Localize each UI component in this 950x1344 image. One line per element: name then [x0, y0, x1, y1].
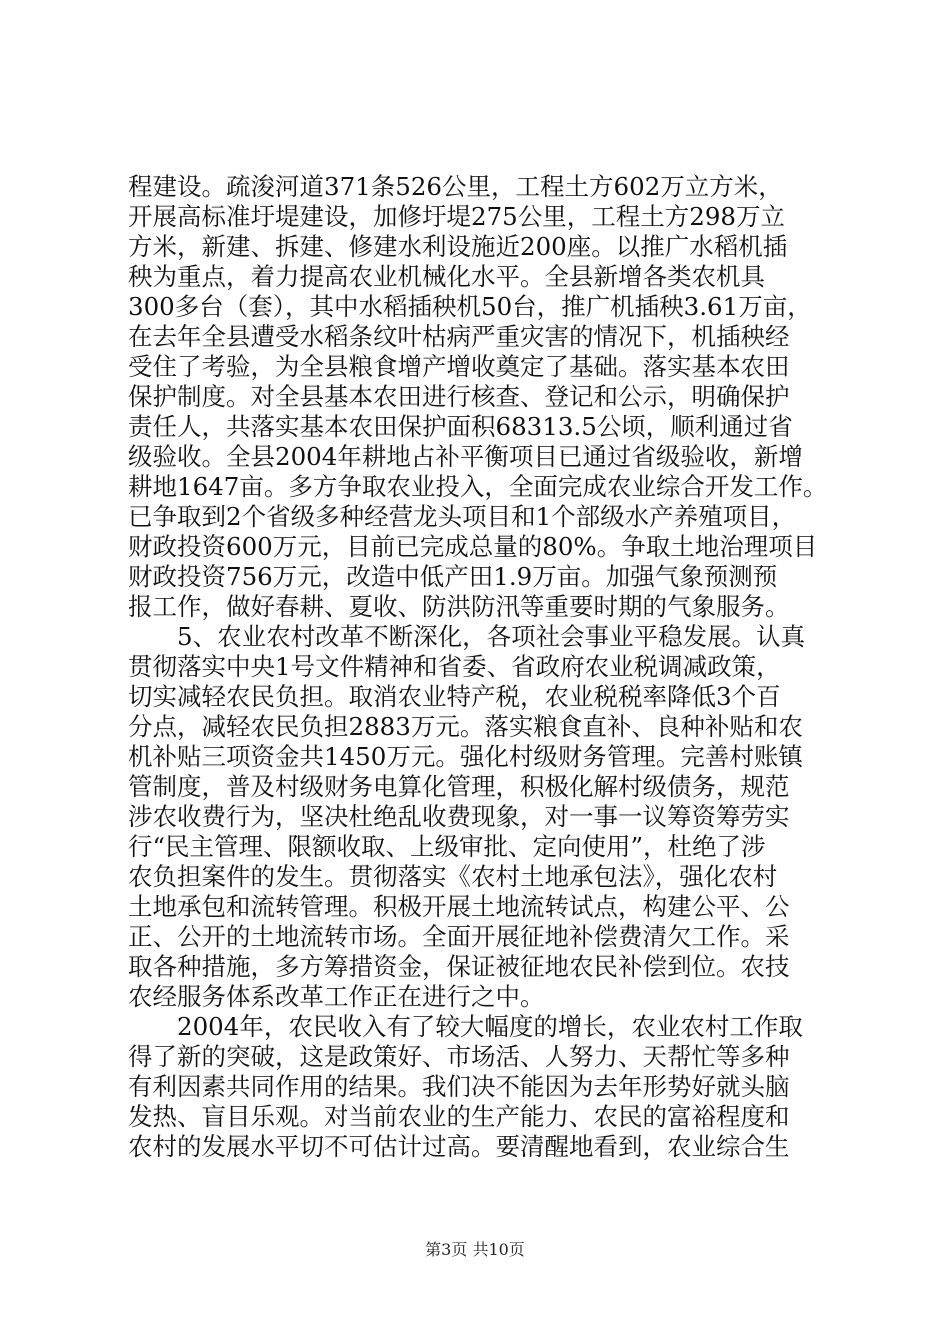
text-line: 分点，减轻农民负担2883万元。落实粮食直补、良种补贴和农	[128, 712, 803, 741]
text-line: 贯彻落实中央1号文件精神和省委、省政府农业税调减政策，	[128, 652, 781, 681]
text-line: 方米，新建、拆建、修建水利设施近200座。以推广水稻机插	[128, 232, 788, 261]
text-line: 报工作，做好春耕、夏收、防洪防汛等重要时期的气象服务。	[128, 592, 790, 621]
page-footer: 第3页 共10页	[425, 1240, 525, 1259]
text-line: 责任人，共落实基本农田保护面积68313.5公顷，顺利通过省	[128, 412, 793, 441]
text-line: 农负担案件的发生。贯彻落实《农村土地承包法》，强化农村	[128, 862, 778, 891]
text-line: 正、公开的土地流转市场。全面开展征地补偿费清欠工作。采	[128, 922, 790, 951]
text-line: 秧为重点，着力提高农业机械化水平。全县新增各类农机具	[128, 262, 765, 291]
text-line: 2004年，农民收入有了较大幅度的增长，农业农村工作取	[128, 1012, 803, 1041]
text-line: 5、农业农村改革不断深化，各项社会事业平稳发展。认真	[128, 622, 806, 651]
text-line: 300多台（套），其中水稻插秧机50台，推广机插秧3.61万亩，	[128, 292, 812, 321]
text-line: 已争取到2个省级多种经营龙头项目和1个部级水产养殖项目，	[128, 502, 797, 531]
text-line: 机补贴三项资金共1450万元。强化村级财务管理。完善村账镇	[128, 742, 803, 771]
text-line: 管制度，普及村级财务电算化管理，积极化解村级债务，规范	[128, 772, 790, 801]
text-line: 农村的发展水平切不可估计过高。要清醒地看到，农业综合生	[128, 1132, 790, 1161]
text-line: 农经服务体系改革工作正在进行之中。	[128, 982, 545, 1011]
text-line: 切实减轻农民负担。取消农业特产税，农业税税率降低3个百	[128, 682, 781, 711]
text-line: 得了新的突破，这是政策好、市场活、人努力、天帮忙等多种	[128, 1042, 790, 1071]
text-line: 程建设。疏浚河道371条526公里，工程土方602万立方米，	[128, 172, 783, 201]
text-line: 行“民主管理、限额收取、上级审批、定向使用”，杜绝了涉	[128, 832, 766, 861]
text-line: 受住了考验，为全县粮食增产增收奠定了基础。落实基本农田	[128, 352, 790, 381]
text-line: 开展高标准圩堤建设，加修圩堤275公里，工程土方298万立	[128, 202, 786, 231]
text-line: 土地承包和流转管理。积极开展土地流转试点，构建公平、公	[128, 892, 790, 921]
text-line: 耕地1647亩。多方争取农业投入，全面完成农业综合开发工作。	[128, 472, 828, 501]
text-line: 涉农收费行为，坚决杜绝乱收费现象，对一事一议筹资筹劳实	[128, 802, 790, 831]
text-line: 保护制度。对全县基本农田进行核查、登记和公示，明确保护	[128, 382, 790, 411]
text-line: 发热、盲目乐观。对当前农业的生产能力、农民的富裕程度和	[128, 1102, 790, 1131]
document-body	[128, 172, 830, 1162]
text-line: 有利因素共同作用的结果。我们决不能因为去年形势好就头脑	[128, 1072, 790, 1101]
text-line: 取各种措施，多方筹措资金，保证被征地农民补偿到位。农技	[128, 952, 790, 981]
text-line: 财政投资756万元，改造中低产田1.9万亩。加强气象预测预	[128, 562, 778, 591]
text-line: 财政投资600万元，目前已完成总量的80%。争取土地治理项目	[128, 532, 818, 561]
text-line: 级验收。全县2004年耕地占补平衡项目已通过省级验收，新增	[128, 442, 803, 471]
text-line: 在去年全县遭受水稻条纹叶枯病严重灾害的情况下，机插秧经	[128, 322, 790, 351]
